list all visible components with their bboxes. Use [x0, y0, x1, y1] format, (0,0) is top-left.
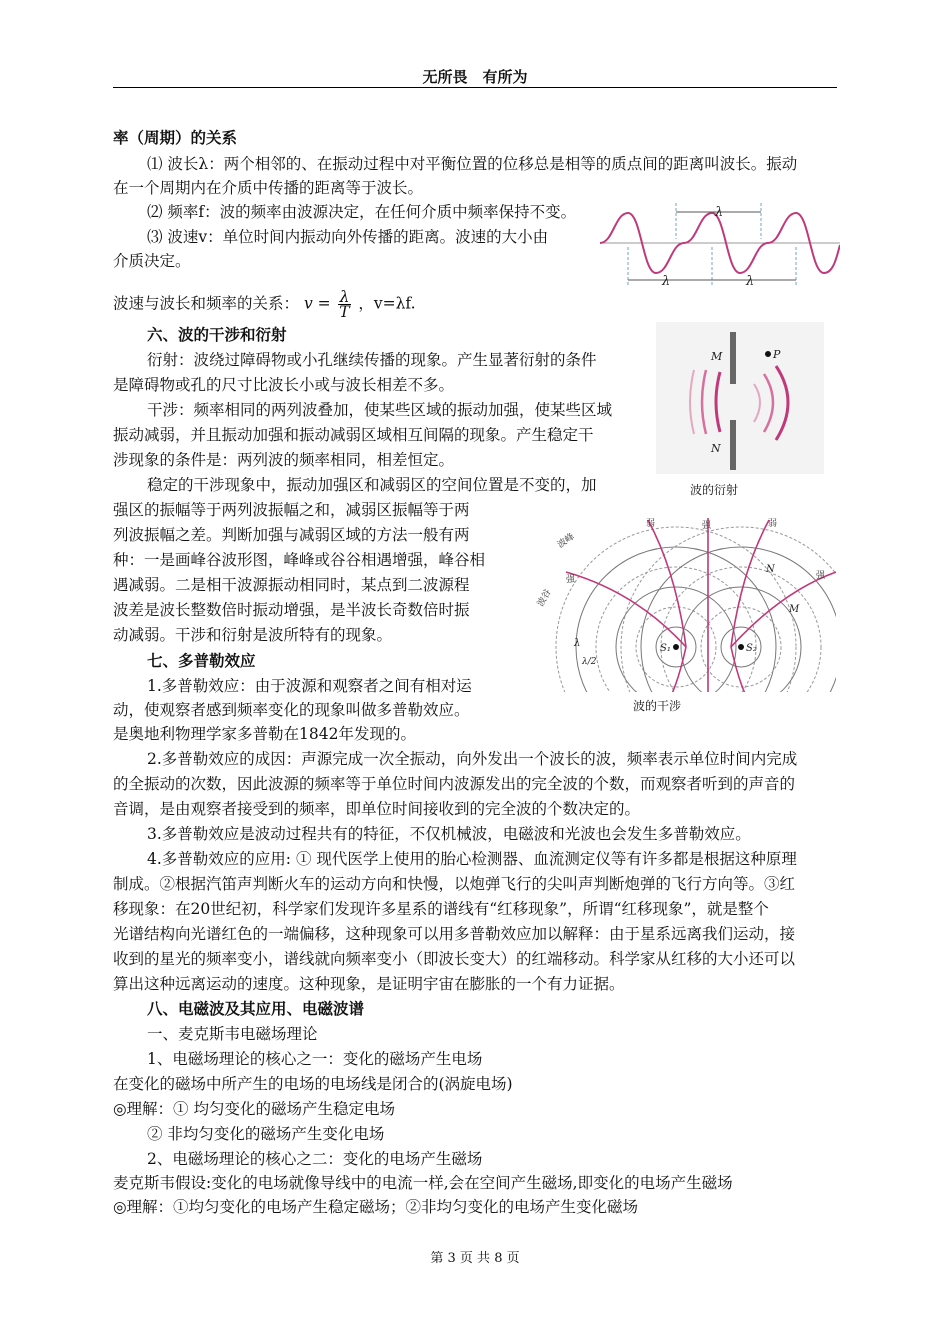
paragraph-line: 制成。②根据汽笛声判断火车的运动方向和快慢，以炮弹飞行的尖叫声判断炮弹的飞行方向等。③红	[113, 875, 796, 893]
point-p	[765, 351, 771, 357]
diffraction-figure	[656, 322, 824, 474]
label-m: M	[789, 604, 800, 615]
paragraph-line: 2.多普勒效应的成因：声源完成一次全振动，向外发出一个波长的波，频率表示单位时间内完成	[147, 750, 798, 768]
paragraph-line: 强区的振幅等于两列波振幅之和，减弱区振幅等于两	[113, 501, 470, 519]
paragraph-line: 动，使观察者感到频率变化的现象叫做多普勒效应。	[113, 701, 470, 719]
label-half-lambda: λ/2	[582, 657, 597, 667]
paragraph-line: 算出这种远离运动的速度。这种现象，是证明宇宙在膨胀的一个有力证据。	[113, 975, 625, 993]
page-header: 无所畏 有所为	[422, 68, 528, 86]
paragraph-line: 音调，是由观察者接受到的频率，即单位时间接收到的完全波的个数决定的。	[113, 800, 641, 818]
label-lambda: λ	[574, 638, 581, 649]
paragraph-line: 一、麦克斯韦电磁场理论	[147, 1025, 318, 1043]
label-s2: S₂	[746, 643, 757, 654]
paragraph-line: 稳定的干涉现象中，振动加强区和减弱区的空间位置是不变的，加	[147, 476, 597, 494]
paragraph-line: 1、电磁场理论的核心之一：变化的磁场产生电场	[147, 1050, 483, 1068]
paragraph-line: 2、电磁场理论的核心之二：变化的电场产生磁场	[147, 1150, 483, 1168]
paragraph-line: ⑴ 波长λ：两个相邻的、在振动过程中对平衡位置的位移总是相等的质点间的距离叫波长。振动	[147, 155, 798, 173]
paragraph-line: 干涉：频率相同的两列波叠加，使某些区域的振动加强，使某些区域	[147, 401, 613, 419]
label-strong: 强	[816, 571, 826, 581]
paragraph-line: 是奥地利物理学家多普勒在1842年发现的。	[113, 725, 416, 743]
paragraph-line: 4.多普勒效应的应用: ① 现代医学上使用的胎心检测器、血流测定仪等有许多都是根据这种原理	[147, 850, 797, 868]
paragraph-line: 波差是波长整数倍时振动增强，是半波长奇数倍时振	[113, 601, 470, 619]
paragraph-line: 1.多普勒效应：由于波源和观察者之间有相对运	[147, 677, 472, 695]
label-strong: 强	[702, 521, 712, 531]
paragraph-line: 动减弱。干涉和衍射是波所特有的现象。	[113, 626, 393, 644]
label-crest: 波峰	[555, 531, 577, 551]
formula-line	[113, 290, 416, 319]
barrier-top	[730, 332, 736, 384]
label-s1: S₁	[660, 643, 671, 654]
paragraph-line: 收到的星光的频率变小，谱线就向频率变小（即波长变大）的红端移动。科学家从红移的大小还可以	[113, 950, 796, 968]
label-strong: 强	[566, 575, 576, 585]
formula-rhs: ，v=λf.	[358, 294, 416, 313]
formula-lhs: v =	[303, 294, 331, 313]
source-s2	[738, 644, 744, 650]
label-n: N	[711, 442, 721, 455]
paragraph-line: ◎理解：① 均匀变化的磁场产生稳定电场	[113, 1100, 395, 1118]
fraction-numerator: λ	[339, 288, 350, 306]
header-rule	[113, 87, 837, 88]
label-trough: 波谷	[536, 587, 554, 609]
section-heading: 七、多普勒效应	[147, 652, 256, 670]
section-heading: 八、电磁波及其应用、电磁波谱	[147, 1000, 365, 1018]
source-s1	[673, 644, 679, 650]
paragraph-line: 移现象：在20世纪初，科学家们发现许多星系的谱线有“红移现象”，所谓“红移现象”，就是整个	[113, 900, 769, 918]
paragraph-line: 在变化的磁场中所产生的电场的电场线是闭合的(涡旋电场)	[113, 1075, 513, 1093]
section-heading: 六、波的干涉和衍射	[147, 326, 287, 344]
paragraph-line: 振动减弱，并且振动加强和振动减弱区域相互间隔的现象。产生稳定干	[113, 426, 594, 444]
lambda-label: λ	[662, 274, 671, 289]
paragraph-line: ⑵ 频率f：波的频率由波源决定，在任何介质中频率保持不变。	[147, 203, 577, 221]
label-weak: 弱	[768, 519, 778, 529]
paragraph-line: 涉现象的条件是：两列波的频率相同，相差恒定。	[113, 451, 455, 469]
formula-fraction	[338, 290, 352, 319]
fraction-denominator: T	[339, 303, 350, 321]
figure-background	[656, 322, 824, 474]
diffraction-caption: 波的衍射	[690, 483, 739, 497]
paragraph-line: 的全振动的次数，因此波源的频率等于单位时间内波源发出的完全波的个数，而观察者听到的声音的	[113, 775, 796, 793]
label-n: N	[766, 564, 775, 575]
label-m: M	[711, 350, 723, 363]
paragraph-line: 是障碍物或孔的尺寸比波长小或与波长相差不多。	[113, 376, 455, 394]
formula-label: 波速与波长和频率的关系：	[113, 294, 300, 313]
page-number: 第 3 页 共 8 页	[430, 1251, 520, 1266]
paragraph-line: 光谱结构向光谱红色的一端偏移，这种现象可以用多普勒效应加以解释：由于星系远离我们运动，接	[113, 925, 796, 943]
paragraph-line: ⑶ 波速v：单位时间内振动向外传播的距离。波速的大小由	[147, 228, 549, 246]
paragraph-line: ◎理解：①均匀变化的电场产生稳定磁场；②非均匀变化的电场产生变化磁场	[113, 1198, 639, 1216]
interference-figure	[536, 512, 836, 710]
wave-wavelength-figure	[600, 195, 840, 295]
paragraph-line: 遇减弱。二是相干波源振动相同时，某点到二波源程	[113, 576, 470, 594]
barrier-bottom	[730, 420, 736, 470]
label-weak: 弱	[646, 519, 656, 529]
paragraph-line: 列波振幅之差。判断加强与减弱区域的方法一般有两	[113, 526, 470, 544]
paragraph-line: 麦克斯韦假设:变化的电场就像导线中的电流一样,会在空间产生磁场,即变化的电场产生磁场	[113, 1174, 733, 1192]
lambda-label: λ	[715, 205, 724, 220]
lambda-label: λ	[746, 274, 755, 289]
figure-mask	[536, 692, 836, 710]
paragraph-line: 种：一是画峰谷波形图，峰峰或谷谷相遇增强，峰谷相	[113, 551, 486, 569]
label-p: P	[773, 348, 781, 361]
interference-caption: 波的干涉	[633, 699, 682, 713]
section-subtitle: 率（周期）的关系	[113, 129, 238, 147]
paragraph-line: 衍射：波绕过障碍物或小孔继续传播的现象。产生显著衍射的条件	[147, 351, 597, 369]
paragraph-line: ② 非均匀变化的磁场产生变化电场	[147, 1125, 385, 1143]
paragraph-line: 在一个周期内在介质中传播的距离等于波长。	[113, 179, 424, 197]
paragraph-line: 介质决定。	[113, 252, 191, 270]
paragraph-line: 3.多普勒效应是波动过程共有的特征，不仅机械波，电磁波和光波也会发生多普勒效应。	[147, 825, 751, 843]
